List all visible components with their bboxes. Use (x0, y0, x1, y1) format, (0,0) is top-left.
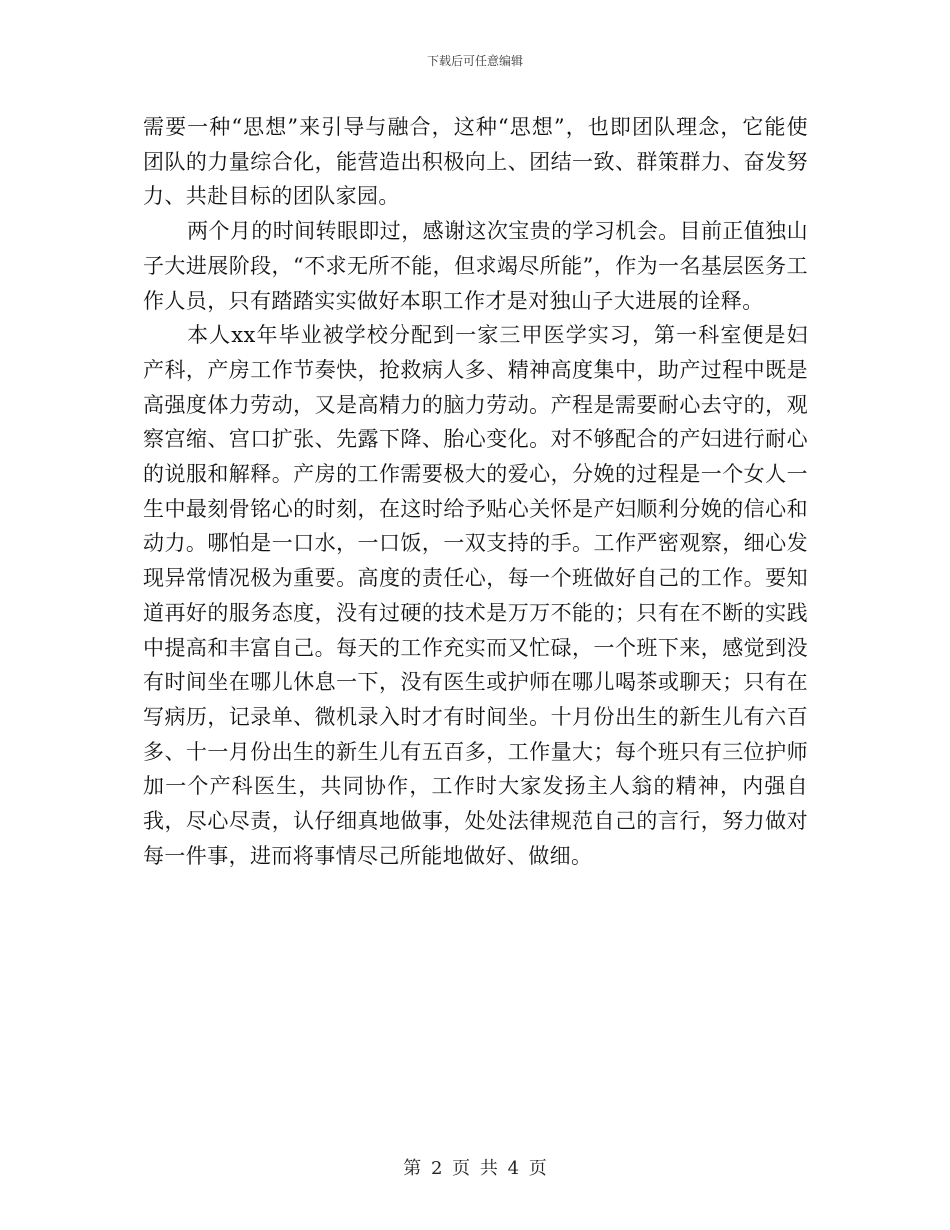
page-header: 下载后可任意编辑 (426, 54, 523, 68)
document-body (143, 110, 808, 873)
page-number: 第 2 页 共 4 页 (403, 1158, 547, 1179)
paragraph-continuation: 需要一种“思想”来引导与融合，这种“思想”，也即团队理念，它能使团队的力量综合化，能营造出积极向上、团结一致、群策群力、奋发努力、共赴目标的团队家园。 (143, 115, 808, 209)
paragraph-reflection: 两个月的时间转眼即过，感谢这次宝贵的学习机会。目前正值独山子大进展阶段，“不求无所不能，但求竭尽所能”，作为一名基层医务工作人员，只有踏踏实实做好本职工作才是对独山子大进展的诠释。 (143, 219, 808, 313)
paragraph-internship: 本人xx年毕业被学校分配到一家三甲医学实习，第一科室便是妇产科，产房工作节奏快，抢救病人多、精神高度集中，助产过程中既是高强度体力劳动，又是高精力的脑力劳动。产程是需要耐心去守的，观察宫缩、宫口扩张、先露下降、胎心变化。对不够配合的产妇进行耐心的说服和解释。产房的工作需要极大的爱心，分娩的过程是一个女人一生中最刻骨铭心的时刻，在这时给予贴心关怀是产妇顺利分娩的信心和动力。哪怕是一口水，一口饭，一双支持的手。工作严密观察，细心发现异常情况极为重要。高度的责任心，每一个班做好自己的工作。要知道再好的服务态度，没有过硬的技术是万万不能的；只有在不断的实践中提高和丰富自己。每天的工作充实而又忙碌，一个班下来，感觉到没有时间坐在哪儿休息一下，没有医生或护师在哪儿喝茶或聊天；只有在写病历，记录单、微机录入时才有时间坐。十月份出生的新生儿有六百多、十一月份出生的新生儿有五百多，工作量大；每个班只有三位护师加一个产科医生，共同协作，工作时大家发扬主人翁的精神，内强自我，尽心尽责，认仔细真地做事，处处法律规范自己的言行，努力做对每一件事，进而将事情尽己所能地做好、做细。 (143, 323, 808, 868)
